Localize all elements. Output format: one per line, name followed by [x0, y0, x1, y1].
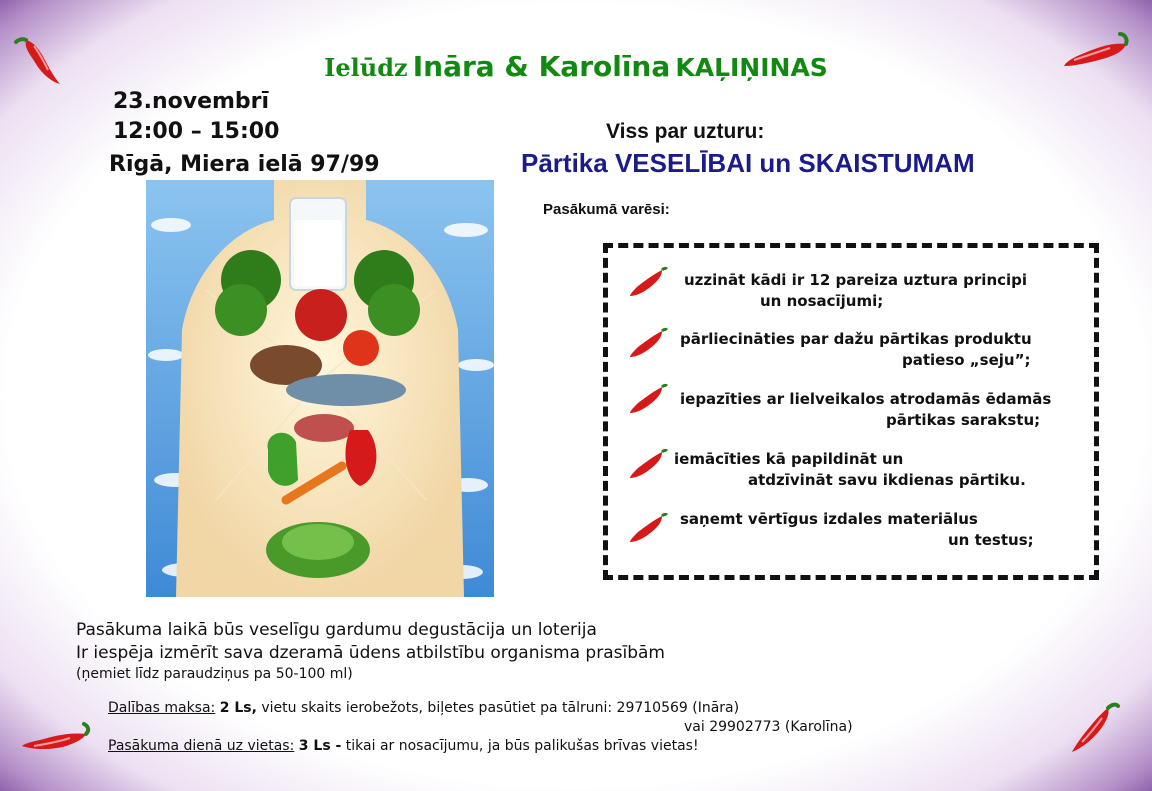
event-date: 23.novembrī: [113, 89, 270, 114]
activities-intro: Pasākumā varēsi:: [543, 201, 670, 218]
list-item-line1: iemācīties kā papildināt un: [674, 450, 904, 468]
list-item-line1: pārliecināties par dažu pārtikas produktu: [680, 330, 1032, 348]
door-fee-text: tikai ar nosacījumu, ja būs palikušas brīvas vietas!: [345, 738, 699, 754]
chili-pepper-icon: [1068, 700, 1120, 756]
chili-pepper-icon: [628, 383, 668, 415]
event-time: 12:00 – 15:00: [113, 119, 280, 144]
list-item-line1: iepazīties ar lielveikalos atrodamās ēdamās: [680, 390, 1052, 408]
tasting-text: Pasākuma laikā būs veselīgu gardumu degustācija un loterija: [76, 620, 597, 640]
list-item-line2: atdzīvināt savu ikdienas pārtiku.: [748, 471, 1026, 489]
topic-title: Pārtika VESELĪBAI un SKAISTUMAM: [521, 148, 975, 178]
list-item: [680, 329, 1032, 371]
chili-pepper-icon: [628, 512, 668, 544]
door-fee-label: Pasākuma dienā uz vietas:: [108, 738, 295, 754]
fee-price: 2 Ls,: [219, 700, 257, 716]
chili-pepper-icon: [20, 716, 92, 760]
invite-lead: Ielūdz: [324, 53, 408, 82]
list-item-line1: uzzināt kādi ir 12 pareiza uztura principi: [684, 271, 1028, 289]
page-title: [0, 50, 1152, 83]
water-note: (ņemiet līdz paraudziņus pa 50-100 ml): [76, 666, 353, 682]
list-item: [684, 270, 1027, 312]
event-place: Rīgā, Miera ielā 97/99: [109, 152, 380, 177]
fee-label: Dalības maksa:: [108, 700, 216, 716]
water-text: Ir iespēja izmērīt sava dzeramā ūdens atbilstību organisma prasībām: [76, 643, 665, 663]
host-surname: KAĻIŅINAS: [675, 53, 828, 82]
chili-pepper-icon: [628, 448, 668, 480]
list-item-line2: pārtikas sarakstu;: [886, 411, 1041, 429]
door-fee-line: [108, 738, 699, 754]
chili-pepper-icon: [628, 327, 668, 359]
list-item-line2: un nosacījumi;: [760, 292, 884, 310]
host-names: Ināra & Karolīna: [412, 50, 671, 83]
list-item: [680, 509, 1034, 551]
list-item-line2: patieso „seju”;: [902, 351, 1031, 369]
list-item-line2: un testus;: [948, 531, 1034, 549]
list-item: [680, 389, 1051, 431]
fee-text: vietu skaits ierobežots, biļetes pasūtiet pa tālruni: 29710569 (Ināra): [261, 700, 740, 716]
list-item: [674, 449, 1026, 491]
fee-line: [108, 700, 739, 716]
nutrition-body-illustration: [146, 180, 494, 597]
fee-phone-alt: vai 29902773 (Karolīna): [684, 719, 853, 735]
chili-pepper-icon: [628, 266, 668, 298]
door-fee-price: 3 Ls -: [298, 738, 342, 754]
topic-label: Viss par uzturu:: [606, 120, 765, 143]
list-item-line1: saņemt vērtīgus izdales materiālus: [680, 510, 978, 528]
